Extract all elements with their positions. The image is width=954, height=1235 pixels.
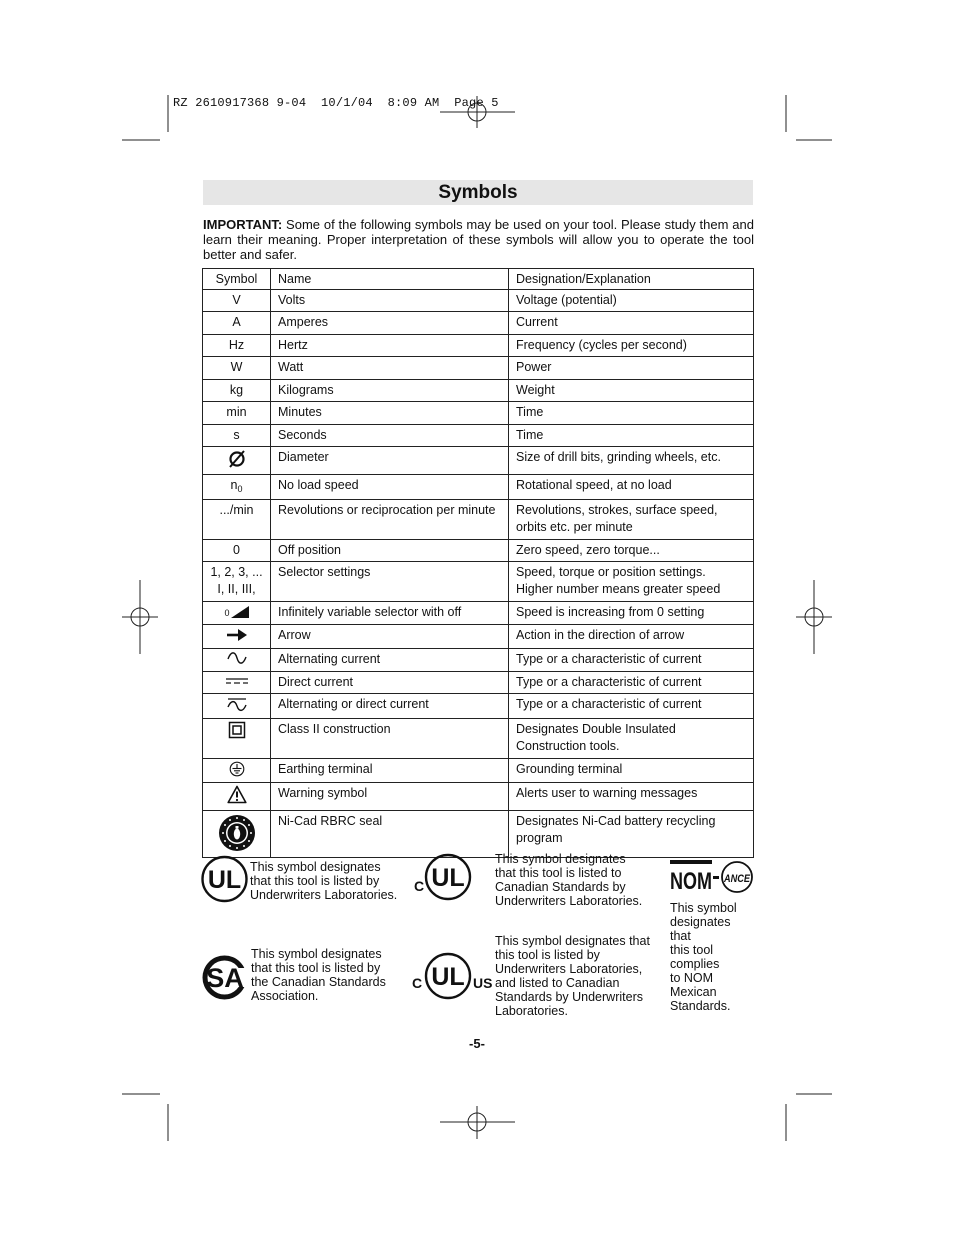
csa-mark: SA <box>206 963 244 993</box>
culus-caption <box>495 934 650 1018</box>
explanation-cell: Speed is increasing from 0 setting <box>509 601 754 624</box>
caption-line: that <box>670 929 691 943</box>
caption-line: and listed to Canadian <box>495 976 620 990</box>
caption-line: this tool is listed by <box>495 948 600 962</box>
name-cell: Alternating or direct current <box>271 694 509 719</box>
csa-caption <box>251 947 386 1003</box>
name-cell: Infinitely variable selector with off <box>271 601 509 624</box>
name-cell: Selector settings <box>271 561 509 601</box>
class-ii-icon <box>228 721 246 739</box>
table-row <box>203 810 754 858</box>
diameter-icon <box>227 449 247 469</box>
header-explanation: Designation/Explanation <box>509 269 754 290</box>
arrow-icon <box>226 627 248 643</box>
selector-symbol-arabic: 1, 2, 3, ... <box>210 564 263 579</box>
warning-icon <box>227 785 247 804</box>
name-cell: Watt <box>271 356 509 379</box>
table-row <box>203 289 754 311</box>
symbol-cell <box>203 446 271 475</box>
explanation-cell: Power <box>509 356 754 379</box>
name-cell: Arrow <box>271 624 509 649</box>
explanation-cell: Zero speed, zero torque... <box>509 539 754 561</box>
name-cell: Volts <box>271 289 509 311</box>
name-cell: Ni-Cad RBRC seal <box>271 810 509 858</box>
explanation-line: Higher number means greater speed <box>516 582 721 596</box>
symbol-cell <box>203 561 271 601</box>
name-cell: Off position <box>271 539 509 561</box>
caption-line: the Canadian Standards <box>251 975 386 989</box>
nom-caption <box>670 901 737 1013</box>
symbol-cell: .../min <box>203 499 271 539</box>
culus-mark: UL <box>431 963 465 991</box>
table-row <box>203 446 754 475</box>
explanation-cell <box>509 718 754 758</box>
cul-mark: UL <box>431 864 465 892</box>
culus-prefix: C <box>412 975 423 991</box>
caption-line: designates <box>670 915 731 929</box>
selector-symbol-roman: I, II, III, <box>217 582 256 596</box>
caption-line: Underwriters Laboratories. <box>495 894 643 908</box>
culus-logo-icon <box>410 950 492 1003</box>
table-row <box>203 311 754 334</box>
explanation-line: Designates Double Insulated <box>516 721 676 736</box>
table-row <box>203 475 754 500</box>
caption-line: This symbol designates <box>495 852 626 866</box>
page-title: Symbols <box>438 182 518 203</box>
name-cell: Minutes <box>271 401 509 424</box>
caption-line: This symbol designates that <box>495 934 650 948</box>
table-row <box>203 539 754 561</box>
table-row <box>203 758 754 783</box>
caption-line: Standards. <box>670 999 731 1013</box>
caption-line: Association. <box>251 989 319 1003</box>
symbol-cell: A <box>203 311 271 334</box>
symbols-table <box>202 268 754 858</box>
name-cell: No load speed <box>271 475 509 500</box>
explanation-cell: Type or a characteristic of current <box>509 694 754 719</box>
explanation-cell: Size of drill bits, grinding wheels, etc. <box>509 446 754 475</box>
explanation-cell: Action in the direction of arrow <box>509 624 754 649</box>
table-row <box>203 672 754 694</box>
caption-line: This symbol <box>670 901 737 915</box>
caption-line: Underwriters Laboratories. <box>250 888 398 902</box>
symbol-cell: min <box>203 401 271 424</box>
caption-line: to NOM <box>670 971 714 985</box>
name-cell: Revolutions or reciprocation per minute <box>271 499 509 539</box>
cul-caption <box>495 852 642 908</box>
direct-current-icon <box>225 676 249 686</box>
ac-dc-icon <box>226 696 248 712</box>
explanation-cell: Revolutions, strokes, surface speed, orbits etc. per minute <box>509 499 754 539</box>
explanation-cell: Voltage (potential) <box>509 289 754 311</box>
ul-logo-icon <box>201 855 248 903</box>
name-cell: Direct current <box>271 672 509 694</box>
header-symbol: Symbol <box>203 269 271 290</box>
symbol-cell: 0 <box>203 539 271 561</box>
explanation-cell: Grounding terminal <box>509 758 754 783</box>
caption-line: that this tool is listed by <box>251 961 381 975</box>
variable-selector-zero: 0 <box>224 607 230 618</box>
symbol-cell: kg <box>203 379 271 401</box>
rbrc-seal-icon <box>218 814 256 852</box>
symbol-cell <box>203 475 271 500</box>
name-cell: Warning symbol <box>271 783 509 811</box>
print-slug: RZ 2610917368 9-04 10/1/04 8:09 AM Page 5 <box>173 96 499 110</box>
symbol-cell: V <box>203 289 271 311</box>
explanation-cell: Type or a characteristic of current <box>509 672 754 694</box>
table-row <box>203 356 754 379</box>
caption-line: Laboratories. <box>495 1004 568 1018</box>
no-load-subscript: 0 <box>237 484 243 494</box>
name-cell: Earthing terminal <box>271 758 509 783</box>
table-row <box>203 379 754 401</box>
symbol-cell: W <box>203 356 271 379</box>
table-row <box>203 694 754 719</box>
ance-mark: ANCE <box>723 873 751 885</box>
explanation-cell <box>509 561 754 601</box>
explanation-cell: Time <box>509 401 754 424</box>
ul-caption <box>250 860 397 902</box>
symbol-cell <box>203 624 271 649</box>
caption-line: Underwriters Laboratories, <box>495 962 643 976</box>
name-cell: Hertz <box>271 334 509 356</box>
intro-text: Some of the following symbols may be used on your tool. Please study them and learn their meaning. Proper interpretation of these symbols will allow you to operate the tool better and safer. <box>203 217 754 262</box>
caption-line: This symbol designates <box>250 860 381 874</box>
symbol-cell <box>203 810 271 858</box>
caption-line: Mexican <box>670 985 717 999</box>
caption-line: this tool <box>670 943 714 957</box>
table-header-row <box>203 269 754 290</box>
explanation-cell: Rotational speed, at no load <box>509 475 754 500</box>
caption-line: complies <box>670 957 720 971</box>
ul-mark: UL <box>207 866 242 894</box>
symbol-cell: Hz <box>203 334 271 356</box>
name-cell: Class II construction <box>271 718 509 758</box>
name-cell: Amperes <box>271 311 509 334</box>
caption-line: that this tool is listed by <box>250 874 380 888</box>
table-row <box>203 561 754 601</box>
symbol-cell <box>203 672 271 694</box>
symbol-cell <box>203 718 271 758</box>
table-row <box>203 624 754 649</box>
table-row <box>203 424 754 446</box>
name-cell: Diameter <box>271 446 509 475</box>
symbol-cell: s <box>203 424 271 446</box>
table-row <box>203 401 754 424</box>
name-cell: Kilograms <box>271 379 509 401</box>
csa-logo-icon <box>201 951 248 1004</box>
name-cell: Alternating current <box>271 649 509 672</box>
cul-prefix: C <box>414 878 425 894</box>
no-load-symbol: n <box>230 478 238 492</box>
page-number: -5- <box>469 1036 485 1051</box>
table-row <box>203 649 754 672</box>
table-row <box>203 499 754 539</box>
earthing-terminal-icon <box>229 761 245 777</box>
caption-line: This symbol designates <box>251 947 382 961</box>
caption-line: Canadian Standards by <box>495 880 626 894</box>
alternating-current-icon <box>226 651 248 665</box>
symbol-cell <box>203 758 271 783</box>
symbol-cell <box>203 694 271 719</box>
explanation-cell: Time <box>509 424 754 446</box>
caption-line: Standards by Underwriters <box>495 990 643 1004</box>
table-row <box>203 718 754 758</box>
cul-logo-icon <box>410 851 475 903</box>
title-bar <box>203 180 753 205</box>
table-row <box>203 783 754 811</box>
caption-line: that this tool is listed to <box>495 866 622 880</box>
header-name: Name <box>271 269 509 290</box>
nom-mark: NOM <box>670 868 712 895</box>
ramp-icon <box>231 606 249 618</box>
name-cell: Seconds <box>271 424 509 446</box>
table-row <box>203 334 754 356</box>
explanation-cell: Weight <box>509 379 754 401</box>
explanation-cell: Frequency (cycles per second) <box>509 334 754 356</box>
symbol-cell <box>203 649 271 672</box>
explanation-cell: Current <box>509 311 754 334</box>
explanation-cell: Designates Ni-Cad battery recycling program <box>509 810 754 858</box>
symbol-cell <box>203 783 271 811</box>
explanation-line: Construction tools. <box>516 739 620 753</box>
culus-suffix: US <box>473 975 492 991</box>
explanation-cell: Alerts user to warning messages <box>509 783 754 811</box>
explanation-line: Speed, torque or position settings. <box>516 564 706 579</box>
table-row <box>203 601 754 624</box>
symbol-cell <box>203 601 271 624</box>
intro-paragraph <box>203 217 754 262</box>
explanation-cell: Type or a characteristic of current <box>509 649 754 672</box>
variable-selector-icon <box>224 606 248 618</box>
important-label: IMPORTANT: <box>203 217 283 232</box>
nom-ance-logo-icon <box>668 858 754 896</box>
